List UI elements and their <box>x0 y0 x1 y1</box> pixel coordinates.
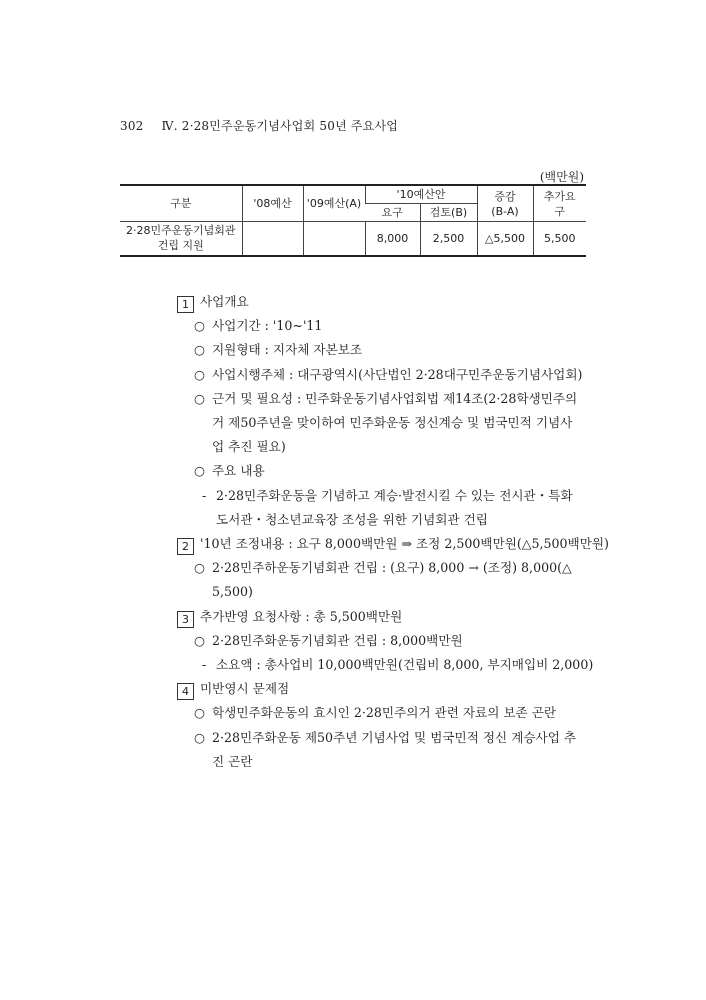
sub-list-item: - 소요액 : 총사업비 10,000백만원(건립비 8,000, 부지매입비 2,000) <box>177 653 587 677</box>
bullet-icon: ○ <box>194 318 205 334</box>
bullet-icon: ○ <box>194 390 205 406</box>
row-name: 2·28민주운동기념회관 건립 지원 <box>120 222 242 256</box>
page-number: 302 <box>120 119 144 133</box>
chapter-title: Ⅳ. 2·28민주운동기념사업회 50년 주요사업 <box>161 119 399 133</box>
bullet-icon: ○ <box>194 560 205 576</box>
unit-label: (백만원) <box>539 170 584 184</box>
dash-icon: - <box>202 487 207 503</box>
row-request: 8,000 <box>365 222 420 256</box>
page-header <box>120 117 398 134</box>
list-item: ○ 2·28민주화운동기념회관 건립 : 8,000백만원 <box>177 629 587 653</box>
row-review: 2,500 <box>420 222 477 256</box>
bullet-icon: ○ <box>194 729 205 745</box>
section-4-heading: 4 미반영시 문제점 <box>177 677 587 701</box>
list-item: ○ 지원형태 : 지자체 자본보조 <box>177 338 587 362</box>
bullet-icon: ○ <box>194 463 205 479</box>
section-number-box: 2 <box>177 538 194 555</box>
list-item: ○ 근거 및 필요성 : 민주화운동기념사업회법 제14조(2·28학생민주의 <box>177 387 587 411</box>
header-08-budget: '08예산 <box>242 185 303 222</box>
header-review: 검토(B) <box>420 204 477 222</box>
bullet-icon: ○ <box>194 366 205 382</box>
document-body <box>177 290 609 774</box>
list-item: ○ 사업시행주체 : 대구광역시(사단법인 2·28대구민주운동기념사업회) <box>177 363 587 387</box>
table-header-row <box>120 185 586 204</box>
sub-list-item: - 2·28민주화운동을 기념하고 계승·발전시킬 수 있는 전시관・특화 <box>177 484 587 508</box>
list-item: ○ 학생민주화운동의 효시인 2·28민주의거 관련 자료의 보존 곤란 <box>177 701 587 725</box>
bullet-icon: ○ <box>194 632 205 648</box>
header-09-budget: '09예산(A) <box>303 185 365 222</box>
header-request: 요구 <box>365 204 420 222</box>
budget-table <box>120 184 586 257</box>
row-09 <box>303 222 365 256</box>
list-item-continuation: 거 제50주년을 맞이하여 민주화운동 정신계승 및 범국민적 기념사 <box>212 415 573 431</box>
header-additional: 추가요 구 <box>533 185 586 222</box>
section-2-heading: 2 '10년 조정내용 : 요구 8,000백만원 ⇒ 조정 2,500백만원(△5,500백만원) <box>177 532 587 556</box>
section-number-box: 3 <box>177 611 194 628</box>
row-additional: 5,500 <box>533 222 586 256</box>
bullet-icon: ○ <box>194 705 205 721</box>
dash-icon: - <box>202 657 207 673</box>
sub-list-item-continuation: 도서관・청소년교육장 조성을 위한 기념회관 건립 <box>216 511 488 527</box>
section-number-box: 1 <box>177 296 194 313</box>
list-item: ○ 사업기간 : '10~'11 <box>177 314 587 338</box>
table-row <box>120 222 586 256</box>
list-item-continuation: 5,500) <box>212 584 253 600</box>
list-item: ○ 2·28민주하운동기념회관 건립 : (요구) 8,000 → (조정) 8,000(△ <box>177 556 587 580</box>
list-item-continuation: 업 추진 필요) <box>212 439 286 455</box>
list-item-continuation: 진 곤란 <box>212 753 253 769</box>
section-1-heading: 1 사업개요 <box>177 290 587 314</box>
header-division: 구분 <box>120 185 242 222</box>
header-change: 증감 (B-A) <box>477 185 533 222</box>
list-item: ○ 2·28민주화운동 제50주년 기념사업 및 범국민적 정신 계승사업 추 <box>177 726 587 750</box>
list-item: ○ 주요 내용 <box>177 459 587 483</box>
header-10-budget: '10예산안 <box>365 185 477 204</box>
section-3-heading: 3 추가반영 요청사항 : 총 5,500백만원 <box>177 605 587 629</box>
row-08 <box>242 222 303 256</box>
section-number-box: 4 <box>177 683 194 700</box>
bullet-icon: ○ <box>194 342 205 358</box>
row-change: △5,500 <box>477 222 533 256</box>
